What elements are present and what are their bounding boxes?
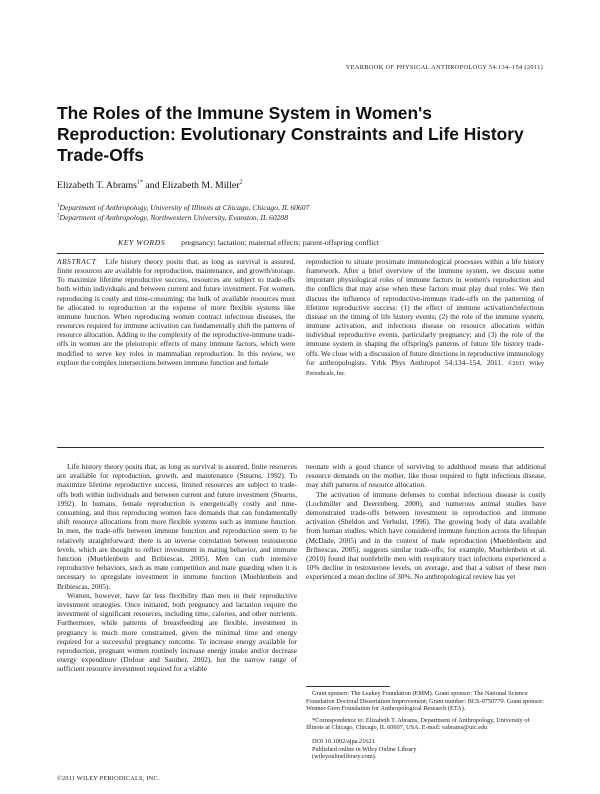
affiliation [57,213,309,223]
affiliation [57,203,309,213]
author-name: Elizabeth M. Miller [161,180,240,191]
body-paragraph: Women, however, have far less flexibility than men in their reproductive investment strategies. Once initiated, both pregnancy and lactation require the investment of significant resources, including time, calories, and other nutrients. Furthermore, while patterns of breastfeeding are flexible, investment in pregnancy is much more constrained, given the minimal time and energy required for a successful pregnancy outcome. To increase energy available for reproduction, pregnant women routinely increase energy intake and/or decrease energy expenditure (Dufour and Sauther, 2002), but the narrow range of sufficient resource investment required for a viable [57,590,297,674]
grant-footnote: Grant sponsor: The Leakey Foundation (EMM). Grant sponsor: The National Science Foundation Doctoral Dissertation Improvement; Grant number: BCS-0750779. Grant sponsor: Wenner-Gren Foundation for Anthropological Research (ETA). [306,690,545,713]
author-superscript: 1* [136,179,143,186]
abstract-copyright: ©2011 Wiley Periodicals, Inc. [306,359,545,377]
abstract-top-rule [57,253,544,254]
abstract-right-column [306,257,544,378]
body-left-column [57,462,297,674]
affiliation-marker: 1 [57,203,60,209]
published-online-text: Published online in Wiley Online Library [312,745,417,753]
affiliation-marker: 2 [57,213,60,219]
abstract-label: ABSTRACT [57,257,97,266]
abstract-bottom-rule [57,447,544,448]
author-separator: and [142,180,162,191]
keywords-label: KEY WORDS [118,238,166,247]
abstract-text: Life history theory posits that, as long as survival is assured, finite resources are available for reproduction, maintenance, and growth/storage. To maximize lifetime reproductive success, resources are subject to trade-offs both within individuals and between current and future investment. For women, reproducing is costly and time-consuming; the bulk of available resources must be allocated to reproduction at the expense of more flexible systems like immune function. When reproducing women contract infectious diseases, the resources required for immune activation can fundamentally shift the patterns of resource allocation. Adding to the complexity of the reproductive-immune trade-offs in women are the pleiotropic effects of many immune factors, which were modified to serve key roles in mammalian reproduction. In this review, we explore the complex intersections between immune function and female [57,257,296,367]
keywords-text: pregnancy; lactation; maternal effects; parent-offspring conflict [181,238,379,247]
affiliations [57,203,309,224]
body-right-column [306,462,546,582]
author-superscript: 2 [239,179,243,186]
affiliation-text: Department of Anthropology, University of Illinois at Chicago, Chicago, IL 60607 [59,203,310,212]
body-paragraph: neonate with a good chance of surviving to adulthood means that additional resource demands on the mother, like those required to fight infectious disease, may shift patterns of resource allocation. [306,462,546,490]
publication-info [306,738,546,761]
author-line [57,180,243,191]
page-footer-copyright: ©2011 WILEY PERIODICALS, INC. [57,775,160,782]
footnote-rule [306,686,390,687]
article-title: The Roles of the Immune System in Women's Reproduction: Evolutionary Constraints and Life History Trade-Offs [57,103,524,165]
correspondence-footnote: *Correspondence to: Elizabeth T. Abrams, Department of Anthropology, University of Illinois at Chicago, Chicago, IL 60607, USA. E-mail: eabrams@uic.edu [306,716,530,732]
abstract-left-column [57,257,295,367]
doi-text: DOI 10.1002/ajpa.21621 [312,737,375,745]
keywords [118,238,379,247]
body-paragraph: The activation of immune defenses to combat infectious disease is costly (Lochmiller and Deerenberg, 2000), and numerous animal studies have demonstrated trade-offs between investment in reproduction and immune activation (Sheldon and Verhulst, 1996). The growing body of data available from human studies, which have considered immune function across the lifespan (McDade, 2005) and in the context of male reproduction (Muehlenbein and Bribiescas, 2005), suggests similar trade-offs; for example, Muehlenbein et al. (2010) found that nonfebrile men with respiratory tract infections experienced a 10% decline in testosterone levels, on average, and that a subset of these men experienced a mean decline of 30%. No anthropological review has yet [306,489,546,582]
author-name: Elizabeth T. Abrams [57,180,137,191]
body-paragraph: Life history theory posits that, as long as survival is assured, finite resources are available for reproduction, growth, and maintenance (Stearns, 1992). To maximize lifetime reproductive success, limited resources are subject to trade-offs both within individuals and between current and future investment (Stearns, 1992). In humans, female reproduction is energetically costly and time-consuming, and thus reproducing women face demands that can fundamentally shift resource allocations from more flexible systems such as immune function. In men, the trade-offs between immune function and reproduction seem to be relatively straightforward: there is an inverse correlation between testosterone levels, which are thought to reflect investment in mating behavior, and immune function (Muehlenbein and Bribiescas, 2005). Men can curb intensive reproductive behaviors, such as mate competition and mate guarding when it is necessary to upregulate investment in immune function (Muehlenbein and Bribiescas, 2005). [57,462,297,591]
affiliation-text: Department of Anthropology, Northwestern University, Evanston, IL 60208 [59,213,289,223]
website-text: (wileyonlinelibrary.com). [312,753,377,761]
abstract-text: reproduction to situate proximate immunological processes within a life history framework. After a brief overview of the immune system, we discuss some important physiological roles of immune factors in women's reproduction and the conflicts that may arise when these factors must play dual roles. We then discuss the influence of reproductive-immune trade-offs on the patterning of lifetime reproductive success: (1) the effect of immune activation/infectious disease on the timing of life history events; (2) the role of the immune system, immune activation, and infectious disease on resource allocation within individual reproductive events, particularly pregnancy; and (3) the role of the immune system in shaping the offspring's patterns of future life history trade-offs. We close with a discussion of future directions in reproductive immunology for anthropologists. Yrbk Phys Anthropol 54:134–154, 2011. [306,257,544,367]
footnotes [306,690,546,761]
journal-header: YEARBOOK OF PHYSICAL ANTHROPOLOGY 54:134–154 (2011) [345,64,543,71]
